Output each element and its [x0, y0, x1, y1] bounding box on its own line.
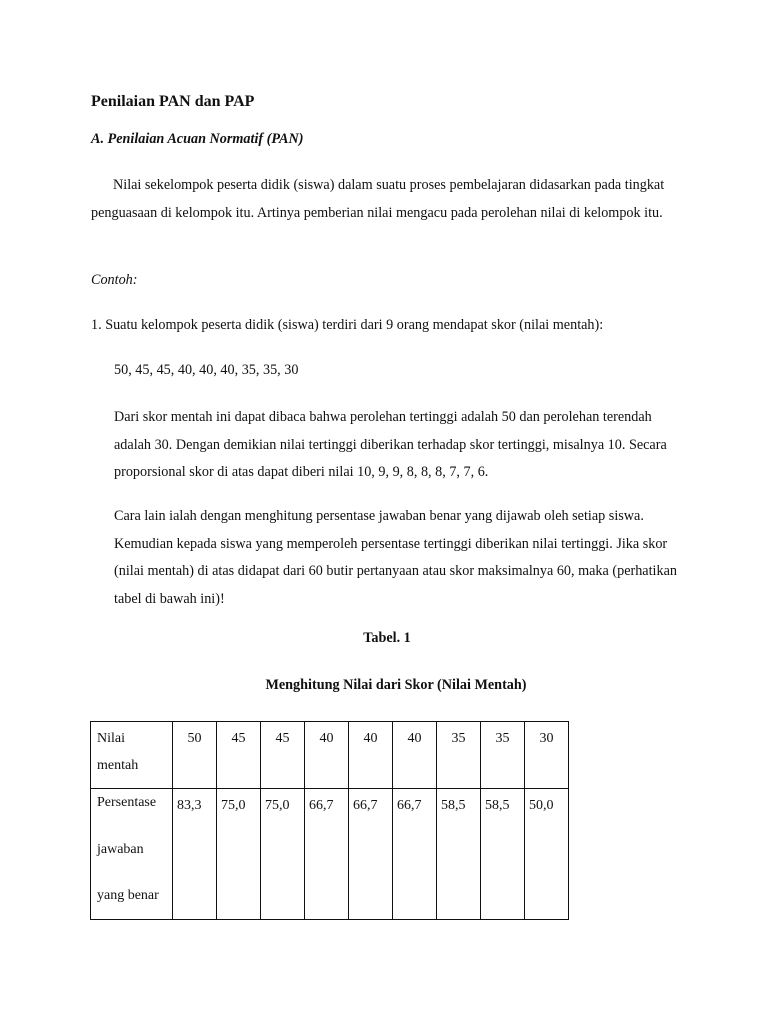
example-item-1: 1. Suatu kelompok peserta didik (siswa) terdiri dari 9 orang mendapat skor (nilai mentah):	[91, 317, 604, 333]
section-heading: A. Penilaian Acuan Normatif (PAN)	[91, 131, 304, 147]
row-label-line: jawaban	[97, 842, 144, 857]
percentage-cell: 75,0	[217, 789, 261, 920]
raw-score-cell: 45	[217, 722, 261, 789]
raw-score-cell: 40	[349, 722, 393, 789]
table-title: Tabel. 1	[363, 630, 411, 646]
raw-score-cell: 40	[393, 722, 437, 789]
percentage-cell: 66,7	[393, 789, 437, 920]
percentage-cell: 83,3	[173, 789, 217, 920]
paragraph-proportional: Dari skor mentah ini dapat dibaca bahwa perolehan tertinggi adalah 50 dan perolehan terendah adalah 30. Dengan demikian nilai tertinggi diberikan terhadap skor tertinggi, misalnya 10. Secara proporsional skor di atas dapat diberi nilai 10, 9, 9, 8, 8, 8, 7, 7, 6.	[114, 409, 667, 480]
raw-score-cell: 40	[305, 722, 349, 789]
row-label-line: mentah	[97, 758, 139, 773]
percentage-cell: 58,5	[437, 789, 481, 920]
example-label: Contoh:	[91, 272, 138, 288]
row-label-percentage	[91, 789, 173, 920]
raw-scores-line: 50, 45, 45, 40, 40, 40, 35, 35, 30	[114, 362, 299, 378]
percentage-cell: 66,7	[305, 789, 349, 920]
row-label-line: Nilai	[97, 731, 125, 746]
paragraph-percentage: Cara lain ialah dengan menghitung persentase jawaban benar yang dijawab oleh setiap siswa. Kemudian kepada siswa yang memperoleh persentase tertinggi diberikan nilai tertinggi. Jika skor (nilai mentah) di atas didapat dari 60 butir pertanyaan atau skor maksimalnya 60, maka (perhatikan tabel di bawah ini)!	[114, 508, 677, 607]
raw-score-cell: 30	[525, 722, 569, 789]
row-label-raw-score	[91, 722, 173, 789]
paragraph-definition-text: Nilai sekelompok peserta didik (siswa) dalam suatu proses pembelajaran didasarkan pada tingkat penguasaan di kelompok itu. Artinya pemberian nilai mengacu pada perolehan nilai di kelompok itu.	[91, 177, 665, 221]
percentage-cell: 75,0	[261, 789, 305, 920]
row-label-line: Persentase	[97, 795, 157, 810]
raw-score-cell: 35	[481, 722, 525, 789]
raw-score-cell: 45	[261, 722, 305, 789]
paragraph-definition	[91, 172, 681, 227]
raw-score-cell: 50	[173, 722, 217, 789]
percentage-cell: 58,5	[481, 789, 525, 920]
table-row-percentage	[91, 789, 569, 920]
document-title: Penilaian PAN dan PAP	[91, 93, 255, 110]
table-row-raw-scores	[91, 722, 569, 789]
table-subtitle: Menghitung Nilai dari Skor (Nilai Mentah)	[265, 677, 527, 693]
scores-table	[90, 721, 569, 920]
percentage-cell: 66,7	[349, 789, 393, 920]
row-label-line: yang benar	[97, 888, 159, 903]
percentage-cell: 50,0	[525, 789, 569, 920]
raw-score-cell: 35	[437, 722, 481, 789]
